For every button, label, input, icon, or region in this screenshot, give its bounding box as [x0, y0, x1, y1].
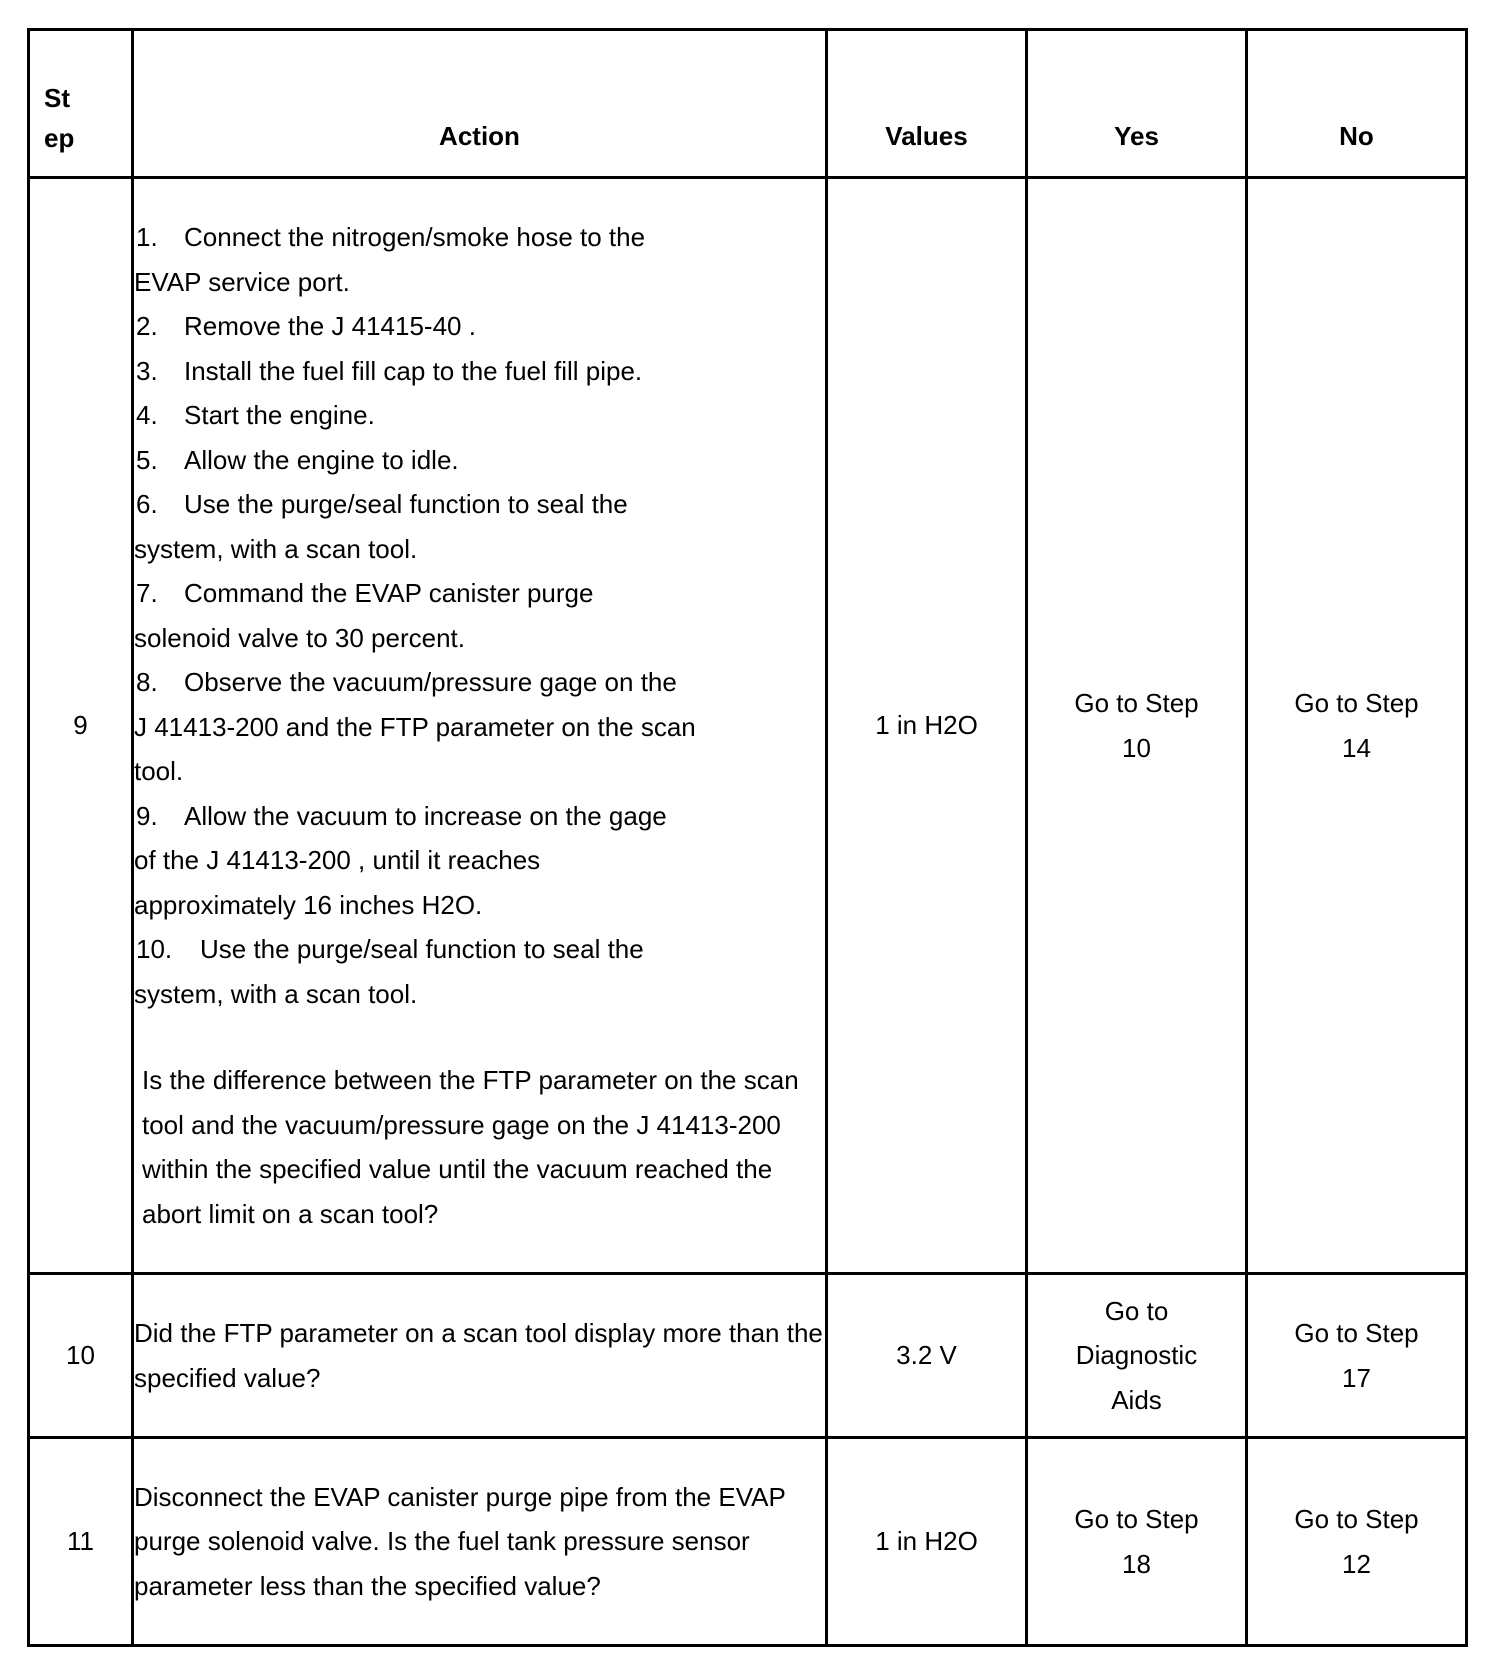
action-question: Is the difference between the FTP parameter on the scan tool and the vacuum/pressure gage on the J 41413-200 within the specified value until the vacuum reached the abort limit on a scan tool?: [142, 1065, 799, 1229]
header-step: [29, 30, 133, 178]
header-action: Action: [133, 30, 827, 178]
no-cell: Go to Step 14: [1247, 178, 1467, 1274]
action-cell: Disconnect the EVAP canister purge pipe from the EVAP purge solenoid valve. Is the fuel tank pressure sensor parameter less than the specified value?: [133, 1438, 827, 1646]
yes-cell: Go to Diagnostic Aids: [1027, 1274, 1247, 1438]
action-cell: Did the FTP parameter on a scan tool display more than the specified value?: [133, 1274, 827, 1438]
header-values: Values: [827, 30, 1027, 178]
action-step-list: [134, 215, 825, 1016]
step-number: 11: [29, 1438, 133, 1646]
value-cell: 3.2 V: [827, 1274, 1027, 1438]
header-row: [29, 30, 1467, 178]
step-number: 9: [29, 178, 133, 1274]
step-number: 10: [29, 1274, 133, 1438]
action-step: 8. Observe the vacuum/pressure gage on the J 41413-200 and the FTP parameter on the scan tool.: [134, 667, 696, 786]
action-step: 1. Connect the nitrogen/smoke hose to the EVAP service port.: [134, 222, 646, 297]
table-row: [29, 178, 1467, 1274]
header-step-line1: St: [44, 83, 70, 113]
action-step: 2. Remove the J 41415-40 .: [136, 311, 476, 341]
action-step: 3. Install the fuel fill cap to the fuel fill pipe.: [136, 355, 643, 386]
action-cell: [133, 178, 827, 1274]
header-yes: Yes: [1027, 30, 1247, 178]
value-cell: 1 in H2O: [827, 1438, 1027, 1646]
action-step: 6. Use the purge/seal function to seal the system, with a scan tool.: [134, 489, 628, 564]
yes-cell: Go to Step 10: [1027, 178, 1247, 1274]
table-row: [29, 1274, 1467, 1438]
no-cell: Go to Step 12: [1247, 1438, 1467, 1646]
no-cell: Go to Step 17: [1247, 1274, 1467, 1438]
diagnostic-table: [27, 28, 1468, 1647]
value-cell: 1 in H2O: [827, 178, 1027, 1274]
action-step: 7. Command the EVAP canister purge solenoid valve to 30 percent.: [134, 578, 594, 653]
action-step: 9. Allow the vacuum to increase on the gage of the J 41413-200 , until it reaches approximately 16 inches H2O.: [134, 800, 667, 920]
header-step-line2: ep: [44, 123, 75, 153]
header-no: No: [1247, 30, 1467, 178]
action-step: 10. Use the purge/seal function to seal the system, with a scan tool.: [134, 934, 644, 1009]
yes-cell: Go to Step 18: [1027, 1438, 1247, 1646]
action-step: 4. Start the engine.: [136, 400, 375, 430]
action-step: 5. Allow the engine to idle.: [136, 444, 459, 475]
table-row: [29, 1438, 1467, 1646]
